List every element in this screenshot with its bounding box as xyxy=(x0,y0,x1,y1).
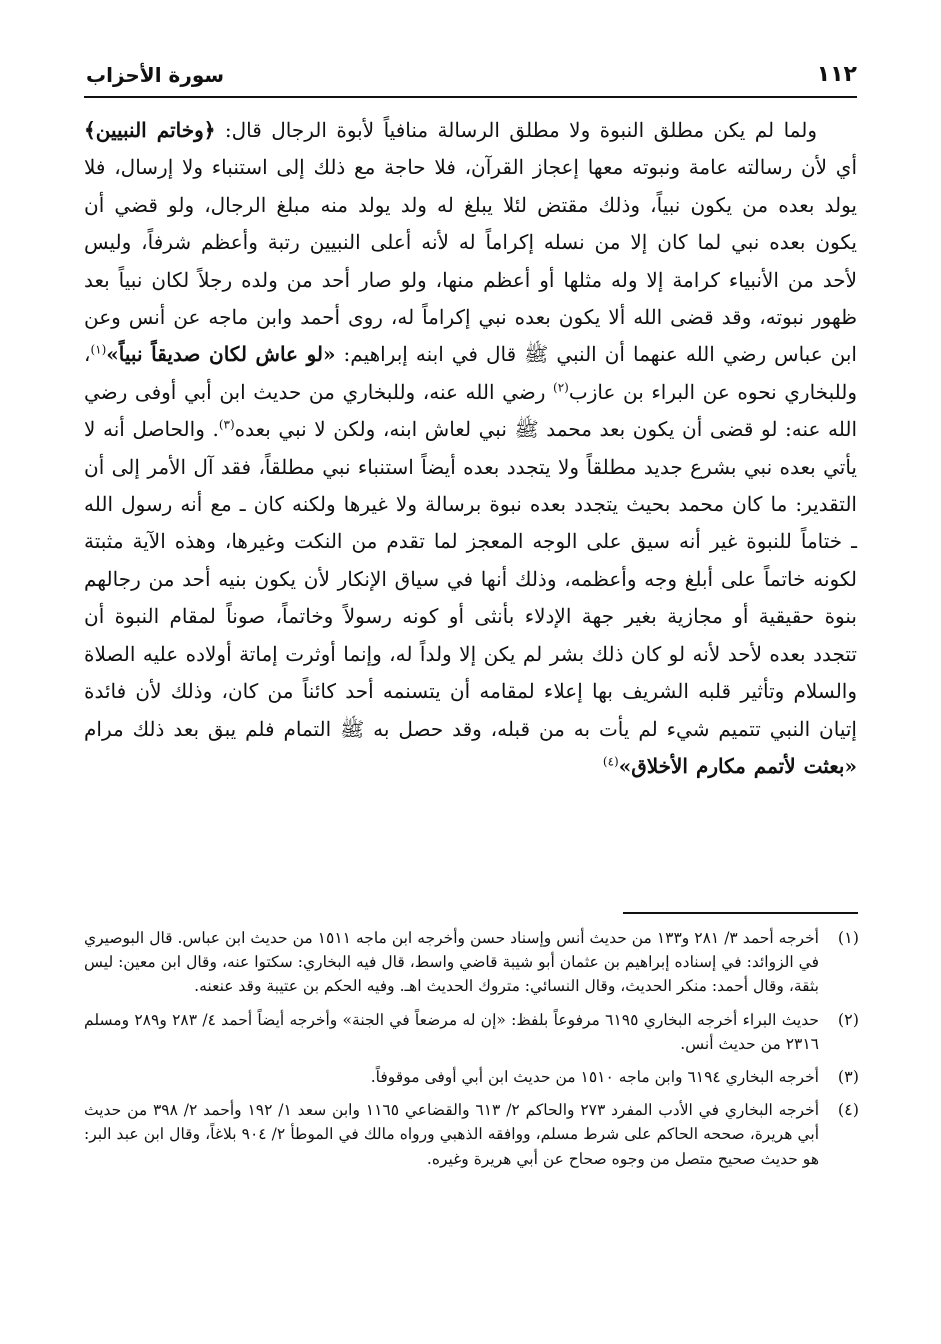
footnote-text: أخرجه البخاري في الأدب المفرد ٢٧٣ والحاكم ٢/ ٦١٣ والقضاعي ١١٦٥ وابن سعد ١/ ١٩٢ وأحمد ٢/ ٣٩٨ من حديث أبي هريرة، صححه الحاكم على شرط مسلم، ووافقه الذهبي ورواه مالك في الموطأ ٢/ ٩٠٤ بلاغاً، وقال ابن عبد البر: هو حديث صحيح متصل من وجوه صحاح عن أبي هريرة وغيره. xyxy=(84,1101,820,1168)
footnote-1 xyxy=(84,926,859,999)
footnote-text: حديث البراء أخرجه البخاري ٦١٩٥ مرفوعاً بلفظ: «إن له مرضعاً في الجنة» وأخرجه أيضاً أحمد ٤/ ٢٨٣ و٢٨٩ ومسلم ٢٣١٦ من حديث أنس. xyxy=(84,1010,819,1053)
running-title: سورة الأحزاب xyxy=(86,63,225,87)
hadith-quote: «لو عاش لكان صديقاً نبياً» xyxy=(106,342,336,367)
hadith-quote: «بعثت لأتمم مكارم الأخلاق» xyxy=(618,753,857,778)
page-header xyxy=(86,54,857,88)
footnote-number: (١) xyxy=(837,928,859,947)
footnote-divider xyxy=(623,912,858,914)
quran-quote: ﴿وخاتم النبيين﴾ xyxy=(84,118,216,142)
main-text xyxy=(84,112,857,785)
footnote-ref-4[interactable]: (٤) xyxy=(602,754,619,769)
footnote-3 xyxy=(84,1065,859,1089)
body-text-segment: . والحاصل أنه لا يأتي بعده نبي بشرع جديد مطلقاً ولا يتجدد بعده أيضاً استنباء نبي مطلقاً، فقد آل الأمر إلى أن التقدير: ما كان محمد بحيث يتجدد بعده نبوة برسالة ولا غيرها ولكنه كان ـ مع أنه رسول الله ـ ختاماً للنبوة غير أنه سيق على الوجه المعجز لما تقدم من النكت وغيرها، وهذه الآية مثبتة لكونه خاتماً على أبلغ وجه وأعظمه، وذلك أنها في سياق الإنكار لأن يكون بنيه أحد من رجالهم بنوة حقيقية أو مجازية بغير جهة الإدلاء بأنثى أو كونه رسولاً وخاتماً، صوناً لمقام النبوة أن تتجدد بعده لأحد لأنه لو كان ذلك بشر لم يكن إلا ولداً له، وإنما أوثرت إماتة أولاده عليه الصلاة والسلام وتأثير قلبه الشريف بها إعلاء لمقامه أن يتسنمه أحد كائناً من كان، وذلك لأن فائدة إتيان النبي تتميم شيء لم يأت به من قبله، وقد حصل به ﷺ التمام فلم يبق بعد ذلك مرام xyxy=(84,417,857,741)
footnote-4 xyxy=(84,1098,859,1171)
footnote-ref-3[interactable]: (٣) xyxy=(218,417,235,432)
body-text-segment: رضي الله عنه، وللبخاري من حديث ابن أبي أوفى رضي الله عنه: لو قضى أن يكون بعد محمد ﷺ نبي لعاش ابنه، ولكن لا نبي بعده xyxy=(84,379,858,442)
body-text-segment: أي لأن رسالته عامة ونبوته معها إعجاز القرآن، فلا حاجة مع ذلك إلى استنباء ولا إرسال، فلا يولد بعده من يكون نبياً، وذلك مقتض لئلا يبلغ له ولد يولد منه مبلغ الرجال، ولو قضي أن يكون بعده نبي لما كان إلا من نسله إكراماً له لأنه أعلى النبيين رتبة وأعظم شرفاً، وليس لأحد من الأنبياء كرامة إلا وله مثلها أو أعظم منها، ولو صار أحد من ولده رجلاً لكان نبياً بعد ظهور نبوته، وقد قضى الله ألا يكون بعده نبي إكراماً له، روى أحمد وابن ماجه عن أنس وعن ابن عباس رضي الله عنهما أن النبي ﷺ قال في ابنه إبراهيم: xyxy=(84,155,857,367)
footnote-number: (٢) xyxy=(837,1009,859,1029)
footnote-text: أخرجه البخاري ٦١٩٤ وابن ماجه ١٥١٠ من حديث ابن أبي أوفى موقوفاً. xyxy=(370,1068,819,1087)
footnote-text: أخرجه أحمد ٣/ ٢٨١ و١٣٣ من حديث أنس وإسناد حسن وأخرجه ابن ماجه ١٥١١ من حديث ابن عباس. قال البوصيري في الزوائد: في إسناده إبراهيم بن عثمان أبو شيبة قاضي واسط، قال فيه البخاري: سكتوا عنه، وقال ابن معين: ليس بثقة، وقال أحمد: منكر الحديث، وقال النسائي: متروك الحديث اهـ. وفيه الحكم بن عتيبة وقد عنعنه. xyxy=(84,929,819,996)
footnotes xyxy=(84,926,859,1180)
footnote-2 xyxy=(84,1008,859,1056)
page-number: ١١٢ xyxy=(816,62,857,87)
footnote-ref-2[interactable]: (٢) xyxy=(553,380,569,395)
header-divider xyxy=(84,96,857,98)
footnote-number: (٤) xyxy=(837,1100,859,1120)
footnote-number: (٣) xyxy=(837,1067,859,1087)
footnote-ref-1[interactable]: (١) xyxy=(90,342,107,357)
body-paragraph xyxy=(84,112,857,785)
body-text-segment: ، وللبخاري نحوه عن البراء بن عازب xyxy=(84,342,857,404)
body-text-segment: ولما لم يكن مطلق النبوة ولا مطلق الرسالة منافياً لأبوة الرجال قال: xyxy=(215,118,817,142)
